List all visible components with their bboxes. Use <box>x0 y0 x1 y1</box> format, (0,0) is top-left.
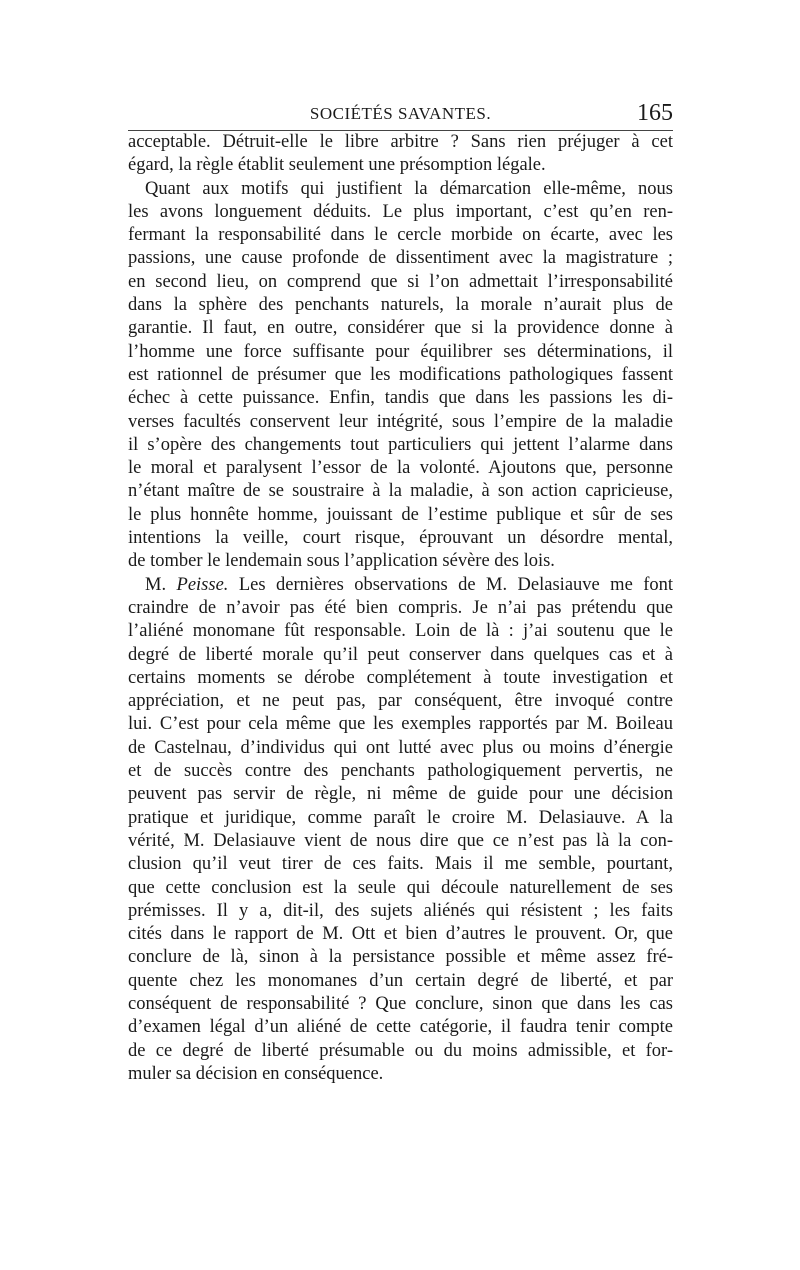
text-line: clusion qu’il veut tirer de ces faits. Mais il me semble, pourtant, <box>128 854 673 875</box>
text-line: quente chez les monomanes d’un certain degré de liberté, et par <box>128 970 673 991</box>
text-line: en second lieu, on comprend que si l’on admettait l’irresponsabilité <box>128 271 673 292</box>
text-line: verses facultés conservent leur intégrité, sous l’empire de la maladie <box>128 411 673 432</box>
text-line: muler sa décision en conséquence. <box>128 1063 384 1084</box>
text-line: garantie. Il faut, en outre, considérer que si la providence donne à <box>128 318 673 339</box>
text-line: le plus honnête homme, jouissant de l’estime publique et sûr de ses <box>128 504 673 525</box>
text-line: appréciation, et ne peut pas, par conséquent, être invoqué contre <box>128 691 673 712</box>
text-line: l’homme une force suffisante pour équilibrer ses déterminations, il <box>128 341 673 362</box>
text-line: de Castelnau, d’individus qui ont lutté avec plus ou moins d’énergie <box>128 737 673 758</box>
text-line: passions, une cause profonde de dissentiment avec la magistrature ; <box>128 248 673 269</box>
text-line: les avons longuement déduits. Le plus important, c’est qu’en ren- <box>128 201 673 222</box>
text-line: craindre de n’avoir pas été bien compris. Je n’ai pas prétendu que <box>128 597 673 618</box>
text-line: de ce degré de liberté présumable ou du moins admissible, et for- <box>128 1040 673 1061</box>
text-line: n’étant maître de se soustraire à la maladie, à son action capricieuse, <box>128 481 673 502</box>
page-number: 165 <box>637 100 673 126</box>
text-line: d’examen légal d’un aliéné de cette catégorie, il faudra tenir compte <box>128 1017 673 1038</box>
text-line: conclure de là, sinon à la persistance possible et même assez fré- <box>128 947 673 968</box>
text-line: dans la sphère des penchants naturels, la morale n’aurait plus de <box>128 295 673 316</box>
running-head <box>128 100 673 131</box>
text-line-rest: Les dernières observations de M. Delasiauve me font <box>238 574 674 595</box>
text-line: cités dans le rapport de M. Ott et bien d’autres le prouvent. Or, que <box>128 924 673 945</box>
paragraph-first-line: Quant aux motifs qui justifient la démarcation elle-même, nous <box>145 178 673 199</box>
text-line: est rationnel de présumer que les modifications pathologiques fassent <box>128 364 673 385</box>
text-line: égard, la règle établit seulement une présomption légale. <box>128 155 546 176</box>
body-text <box>128 131 673 1086</box>
text-line: l’aliéné monomane fût responsable. Loin de là : j’ai soutenu que le <box>128 621 673 642</box>
text-line: échec à cette puissance. Enfin, tandis que dans les passions les di- <box>128 388 673 409</box>
text-line: il s’opère des changements tout particuliers qui jettent l’alarme dans <box>128 434 673 455</box>
speaker-prefix: M. <box>145 574 167 595</box>
speaker-name: Peisse. <box>176 574 229 595</box>
text-line: que cette conclusion est la seule qui découle naturellement de ses <box>128 877 673 898</box>
text-line: fermant la responsabilité dans le cercle morbide on écarte, avec les <box>128 225 673 246</box>
running-title: SOCIÉTÉS SAVANTES. <box>309 104 492 123</box>
text-line: degré de liberté morale qu’il peut conserver dans quelques cas et à <box>128 644 673 665</box>
text-line: peuvent pas servir de règle, ni même de guide pour une décision <box>128 784 673 805</box>
text-line: conséquent de responsabilité ? Que conclure, sinon que dans les cas <box>128 993 673 1014</box>
text-line: prémisses. Il y a, dit-il, des sujets aliénés qui résistent ; les faits <box>128 900 673 921</box>
text-line: pratique et juridique, comme paraît le croire M. Delasiauve. A la <box>128 807 673 828</box>
text-line: intentions la veille, court risque, éprouvant un désordre mental, <box>128 528 673 549</box>
text-line: certains moments se dérobe complétement à toute investigation et <box>128 667 673 688</box>
text-line: acceptable. Détruit-elle le libre arbitre ? Sans rien préjuger à cet <box>128 132 673 152</box>
text-line: de tomber le lendemain sous l’application sévère des lois. <box>128 551 555 572</box>
text-line: lui. C’est pour cela même que les exemples rapportés par M. Boileau <box>128 714 673 735</box>
text-line: et de succès contre des penchants pathologiquement pervertis, ne <box>128 761 673 782</box>
text-line: vérité, M. Delasiauve vient de nous dire que ce n’est pas là la con- <box>128 830 673 851</box>
text-line: le moral et paralysent l’essor de la volonté. Ajoutons que, personne <box>128 458 673 479</box>
paragraph-first-line <box>128 574 673 597</box>
